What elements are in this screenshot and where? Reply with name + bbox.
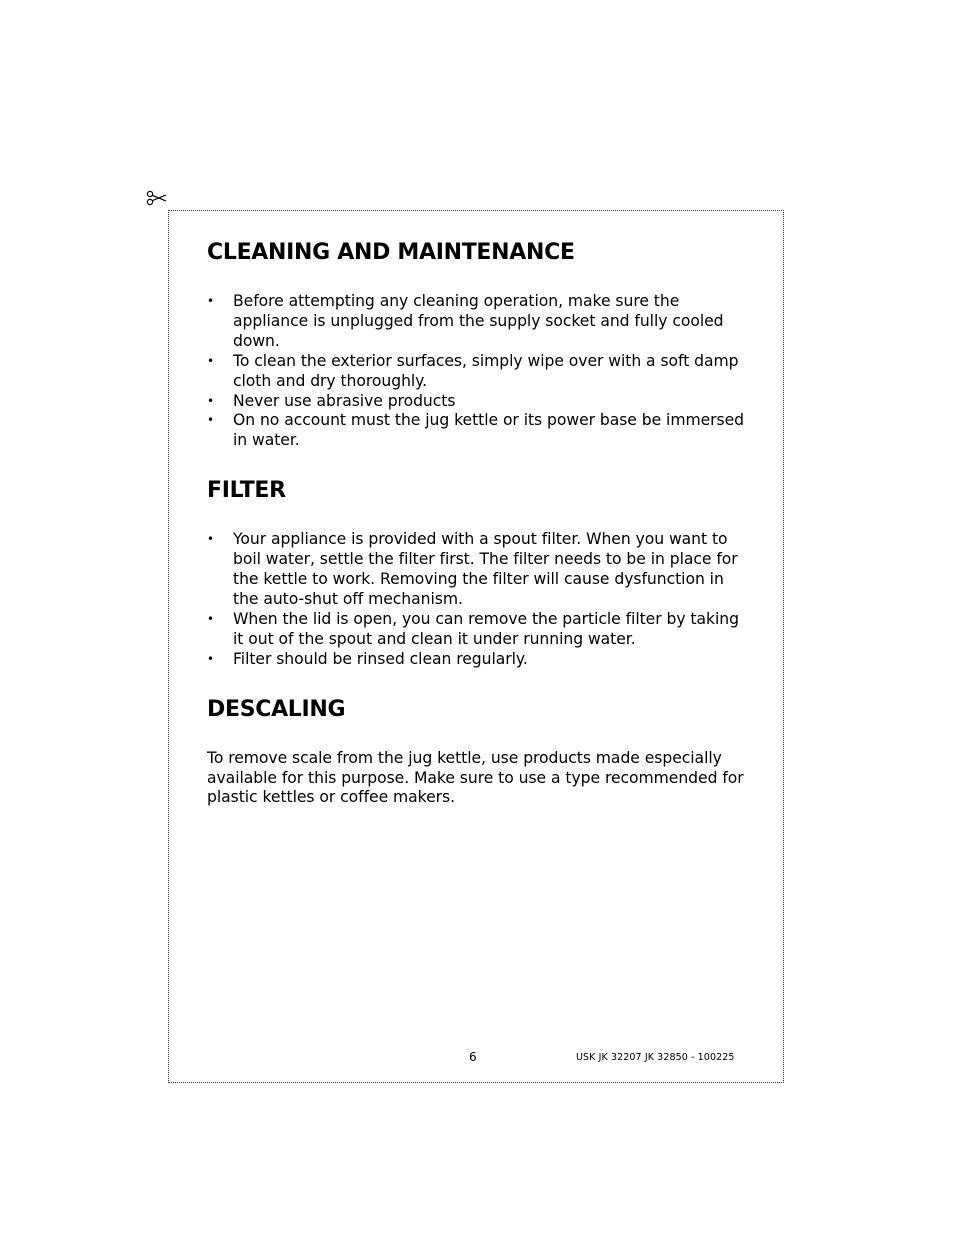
list-item — [207, 392, 752, 412]
bullet-icon: • — [207, 353, 215, 368]
descaling-paragraph: To remove scale from the jug kettle, use products made especially available for this purpose. Make sure to use a type recommended for plastic kettles or coffee makers. — [207, 748, 744, 807]
filter-list — [207, 530, 752, 669]
section-title-descaling: DESCALING — [207, 696, 346, 722]
bullet-icon: • — [207, 294, 215, 308]
bullet-icon: • — [207, 413, 215, 428]
list-item-text: Filter should be rinsed clean regularly. — [233, 649, 528, 668]
page-number: 6 — [469, 1050, 477, 1064]
section-cleaning — [207, 236, 752, 451]
list-item — [207, 411, 752, 451]
section-title-filter: FILTER — [207, 478, 286, 504]
section-filter — [207, 474, 752, 669]
bullet-icon: • — [207, 532, 215, 547]
cleaning-list — [207, 292, 752, 451]
section-title-cleaning: CLEANING AND MAINTENANCE — [207, 240, 575, 265]
list-item-text: Before attempting any cleaning operation, make sure the appliance is unplugged from the supply socket and fully cooled down. — [233, 292, 724, 350]
list-item-text: To clean the exterior surfaces, simply wipe over with a soft damp cloth and dry thoroughly. — [233, 351, 739, 390]
bullet-icon: • — [207, 393, 215, 408]
list-item — [207, 530, 752, 610]
bullet-icon: • — [207, 651, 215, 666]
document-code: USK JK 32207 JK 32850 - 100225 — [576, 1052, 735, 1063]
scissors-icon — [146, 188, 168, 208]
list-item — [207, 352, 752, 392]
list-item-text: When the lid is open, you can remove the particle filter by taking it out of the spout and clean it under running water. — [233, 609, 739, 648]
list-item — [207, 610, 752, 650]
section-descaling — [207, 693, 752, 809]
list-item-text: On no account must the jug kettle or its power base be immersed in water. — [233, 411, 744, 450]
list-item-text: Your appliance is provided with a spout filter. When you want to boil water, settle the filter first. The filter needs to be in place for the kettle to work. Removing the filter will cause dysfunction in the auto-shut off mechanism. — [233, 530, 738, 608]
page-content — [207, 236, 752, 808]
list-item-text: Never use abrasive products — [233, 391, 456, 410]
list-item — [207, 650, 752, 670]
bullet-icon: • — [207, 611, 215, 626]
list-item — [207, 292, 752, 352]
